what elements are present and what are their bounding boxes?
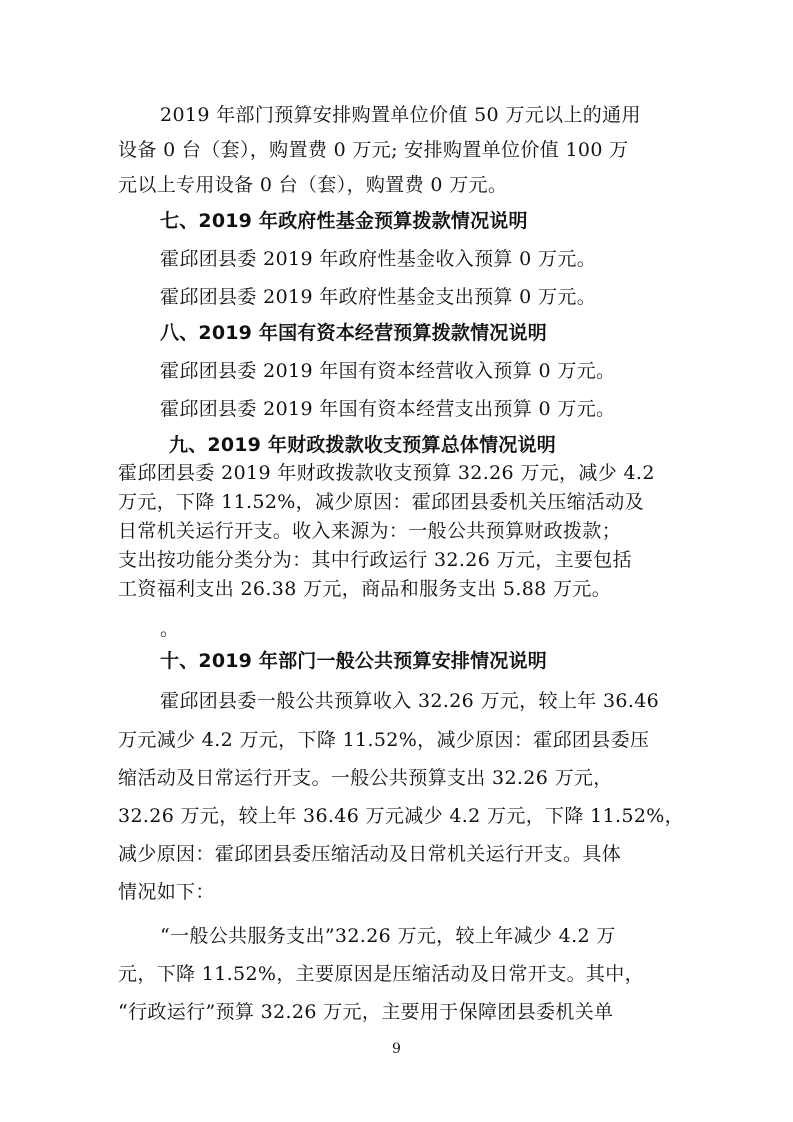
paragraph-line: 2019 年部门预算安排购置单位价值 50 万元以上的通用 xyxy=(160,104,641,126)
paragraph-line: 霍邱团县委 2019 年国有资本经营支出预算 0 万元。 xyxy=(160,398,616,420)
section-heading: 八、2019 年国有资本经营预算拨款情况说明 xyxy=(160,322,547,344)
paragraph-line: 霍邱团县委一般公共预算收入 32.26 万元，较上年 36.46 xyxy=(160,690,660,712)
paragraph-line: “行政运行”预算 32.26 万元，主要用于保障团县委机关单 xyxy=(118,1001,614,1023)
paragraph-line: 万元，下降 11.52%，减少原因：霍邱团县委机关压缩活动及 xyxy=(118,491,644,513)
paragraph-line: 减少原因：霍邱团县委压缩活动及日常机关运行开支。具体 xyxy=(118,843,622,865)
paragraph-line: 元，下降 11.52%，主要原因是压缩活动及日常开支。其中， xyxy=(118,963,644,985)
paragraph-line: 日常机关运行开支。收入来源为：一般公共预算财政拨款； xyxy=(118,520,622,542)
section-heading: 七、2019 年政府性基金预算拨款情况说明 xyxy=(160,210,528,232)
page-number: 9 xyxy=(392,1041,401,1057)
paragraph-line: 工资福利支出 26.38 万元，商品和服务支出 5.88 万元。 xyxy=(118,578,612,600)
paragraph-line: 32.26 万元，较上年 36.46 万元减少 4.2 万元，下降 11.52%， xyxy=(118,805,685,827)
section-heading: 九、2019 年财政拨款收支预算总体情况说明 xyxy=(169,434,556,456)
paragraph-line: “一般公共服务支出”32.26 万元，较上年减少 4.2 万 xyxy=(160,925,616,947)
paragraph-line: 缩活动及日常运行开支。一般公共预算支出 32.26 万元， xyxy=(118,767,613,789)
paragraph-line: 霍邱团县委 2019 年政府性基金收入预算 0 万元。 xyxy=(160,248,597,270)
paragraph-line: 霍邱团县委 2019 年财政拨款收支预算 32.26 万元，减少 4.2 xyxy=(118,462,655,484)
paragraph-line: 设备 0 台（套），购置费 0 万元; 安排购置单位价值 100 万 xyxy=(118,139,629,161)
paragraph-line: 元以上专用设备 0 台（套），购置费 0 万元。 xyxy=(118,174,508,196)
section-heading: 十、2019 年部门一般公共预算安排情况说明 xyxy=(160,650,547,672)
paragraph-line: 霍邱团县委 2019 年政府性基金支出预算 0 万元。 xyxy=(160,286,597,308)
paragraph-line: 支出按功能分类分为：其中行政运行 32.26 万元，主要包括 xyxy=(118,549,632,571)
paragraph-line: 霍邱团县委 2019 年国有资本经营收入预算 0 万元。 xyxy=(160,360,616,382)
stray-period: 。 xyxy=(160,618,180,640)
paragraph-line: 情况如下： xyxy=(118,881,215,903)
paragraph-line: 万元减少 4.2 万元，下降 11.52%，减少原因：霍邱团县委压 xyxy=(118,729,650,751)
